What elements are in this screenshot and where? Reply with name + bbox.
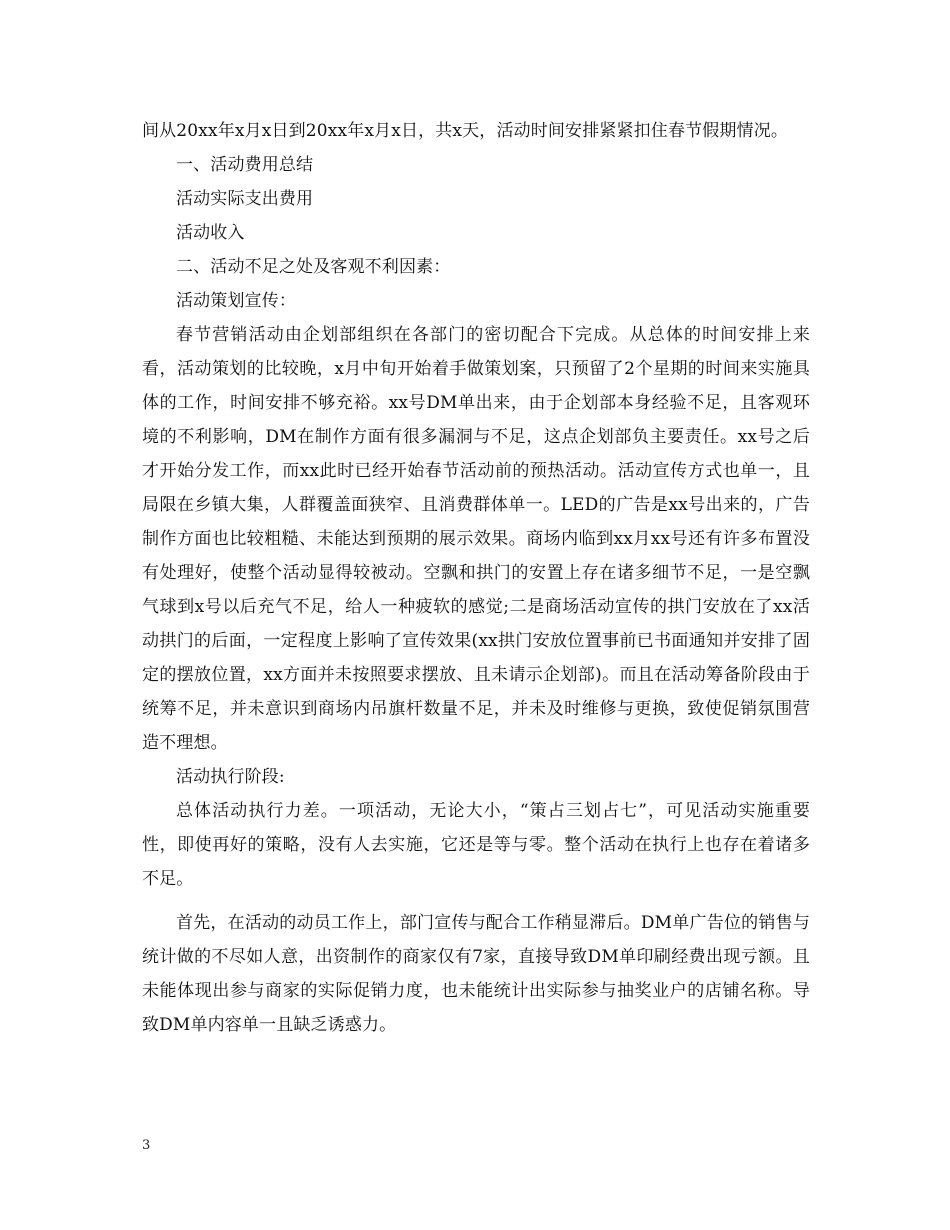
paragraph-actual-expense: 活动实际支出费用 xyxy=(176,189,314,209)
subheading-planning-promotion: 活动策划宣传： xyxy=(176,291,297,311)
subheading-execution-stage: 活动执行阶段: xyxy=(176,767,285,787)
heading-cost-summary: 一、活动费用总结 xyxy=(176,155,314,175)
page-number: 3 xyxy=(142,1138,151,1153)
heading-shortcomings: 二、活动不足之处及客观不利因素： xyxy=(176,257,451,277)
paragraph-planning-details: 春节营销活动由企划部组织在各部门的密切配合下完成。从总体的时间安排上来看，活动策划的比较晚，x月中旬开始着手做策划案，只预留了2个星期的时间来实施具体的工作，时间安排不够充裕。xx号DM单出来，由于企划部本身经验不足，且客观环境的不利影响，DM在制作方面有很多漏洞与不足，这点企划部负主要责任。xx号之后才开始分发工作，而xx此时已经开始春节活动前的预热活动。活动宣传方式也单一，且局限在乡镇大集，人群覆盖面狭窄、且消费群体单一。LED的广告是xx号出来的，广告制作方面也比较粗糙、未能达到预期的展示效果。商场内临到xx月xx号还有许多布置没有处理好，使整个活动显得较被动。空飘和拱门的安置上存在诸多细节不足，一是空飘气球到x号以后充气不足，给人一种疲软的感觉;二是商场活动宣传的拱门安放在了xx活动拱门的后面，一定程度上影响了宣传效果(xx拱门安放位置事前已书面通知并安排了固定的摆放位置，xx方面并未按照要求摆放、且未请示企划部)。而且在活动筹备阶段由于统筹不足，并未意识到商场内吊旗杆数量不足，并未及时维修与更换，致使促销氛围营造不理想。 xyxy=(142,325,810,753)
paragraph-intro: 间从20xx年x月x日到20xx年x月x日，共x天，活动时间安排紧紧扣住春节假期情况。 xyxy=(142,121,788,141)
paragraph-income: 活动收入 xyxy=(176,223,245,243)
paragraph-execution-overview: 总体活动执行力差。一项活动，无论大小，“策占三划占七”，可见活动实施重要性，即使再好的策略，没有人去实施，它还是等与零。整个活动在执行上也存在着诸多不足。 xyxy=(142,801,810,889)
paragraph-mobilization: 首先，在活动的动员工作上，部门宣传与配合工作稍显滞后。DM单广告位的销售与统计做的不尽如人意，出资制作的商家仅有7家，直接导致DM单印刷经费出现亏额。且未能体现出参与商家的实际促销力度，也未能统计出实际参与抽奖业户的店铺名称。导致DM单内容单一且缺乏诱惑力。 xyxy=(142,913,810,1035)
document-body xyxy=(142,114,810,1042)
